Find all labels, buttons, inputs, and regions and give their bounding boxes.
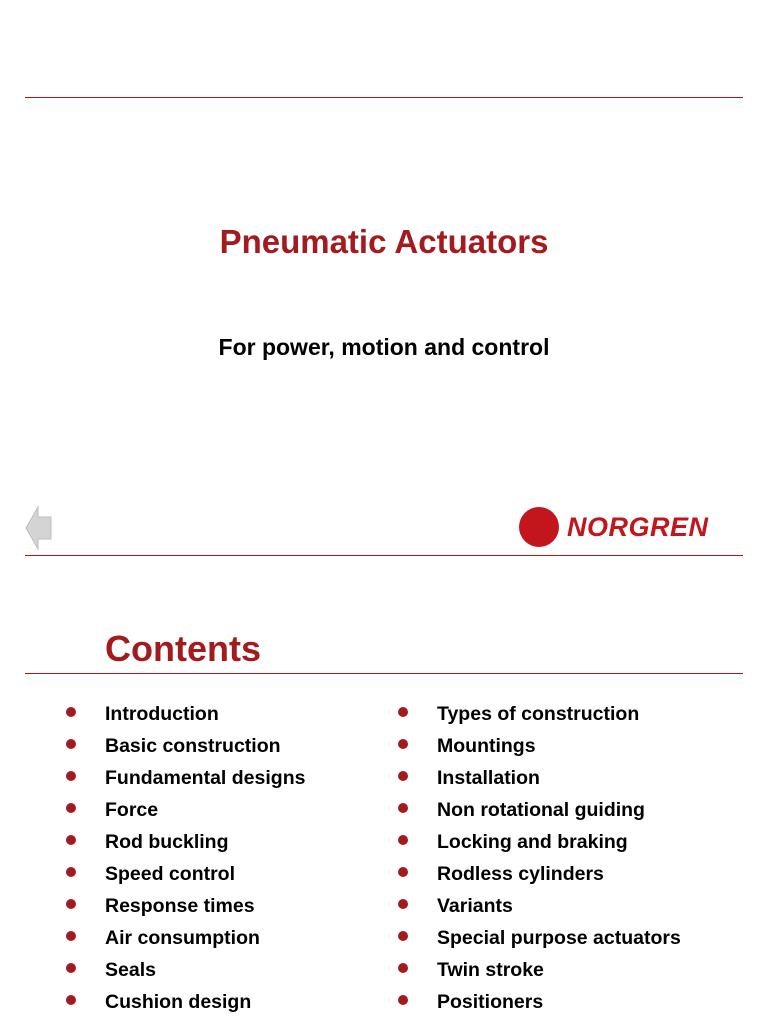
bullet-dot-icon bbox=[66, 803, 76, 813]
list-item-label: Force bbox=[105, 799, 159, 821]
bullet-dot-icon bbox=[66, 963, 76, 973]
bullet-dot-icon bbox=[398, 835, 408, 845]
list-item-label: Locking and braking bbox=[437, 831, 628, 853]
bullet-dot-icon bbox=[398, 739, 408, 749]
norgren-logo-text: NORGREN bbox=[567, 512, 709, 542]
bullet-dot-icon bbox=[66, 931, 76, 941]
list-item-label: Twin stroke bbox=[437, 959, 544, 981]
bullet-dot-icon bbox=[66, 867, 76, 877]
contents-heading: Contents bbox=[105, 628, 261, 669]
list-item-label: Mountings bbox=[437, 735, 536, 757]
norgren-logo-dot bbox=[519, 507, 559, 547]
bullet-dot-icon bbox=[66, 835, 76, 845]
list-item-label: Seals bbox=[105, 959, 156, 981]
slide-subtitle: For power, motion and control bbox=[218, 334, 550, 360]
back-arrow-icon[interactable] bbox=[24, 505, 52, 551]
list-item-label: Basic construction bbox=[105, 735, 281, 757]
bullet-dot-icon bbox=[66, 707, 76, 717]
bullet-dot-icon bbox=[66, 771, 76, 781]
list-item-label: Non rotational guiding bbox=[437, 799, 645, 821]
bullet-dot-icon bbox=[398, 995, 408, 1005]
bullet-dot-icon bbox=[398, 803, 408, 813]
slide-title: Pneumatic Actuators bbox=[219, 223, 549, 260]
list-item-label: Fundamental designs bbox=[105, 767, 306, 789]
list-item-label: Rod buckling bbox=[105, 831, 229, 853]
bullet-dot-icon bbox=[398, 963, 408, 973]
list-item-label: Installation bbox=[437, 767, 540, 789]
slide-bottom-divider bbox=[25, 555, 743, 556]
bullet-dot-icon bbox=[66, 739, 76, 749]
list-item-label: Positioners bbox=[437, 991, 544, 1013]
list-item-label: Special purpose actuators bbox=[437, 927, 681, 949]
list-item-label: Types of construction bbox=[437, 703, 640, 725]
list-item-label: Cushion design bbox=[105, 991, 252, 1013]
list-item-label: Speed control bbox=[105, 863, 236, 885]
contents-divider bbox=[25, 673, 743, 674]
bullet-dot-icon bbox=[398, 899, 408, 909]
list-item-label: Response times bbox=[105, 895, 255, 917]
list-item-label: Introduction bbox=[105, 703, 219, 725]
bullet-dot-icon bbox=[66, 899, 76, 909]
list-item-label: Air consumption bbox=[105, 927, 260, 949]
list-item-label: Variants bbox=[437, 895, 513, 917]
list-item-label: Rodless cylinders bbox=[437, 863, 604, 885]
top-divider bbox=[25, 97, 743, 98]
norgren-logo bbox=[519, 506, 743, 549]
bullet-dot-icon bbox=[398, 771, 408, 781]
bullet-dot-icon bbox=[66, 995, 76, 1005]
bullet-dot-icon bbox=[398, 931, 408, 941]
bullet-dot-icon bbox=[398, 867, 408, 877]
bullet-dot-icon bbox=[398, 707, 408, 717]
